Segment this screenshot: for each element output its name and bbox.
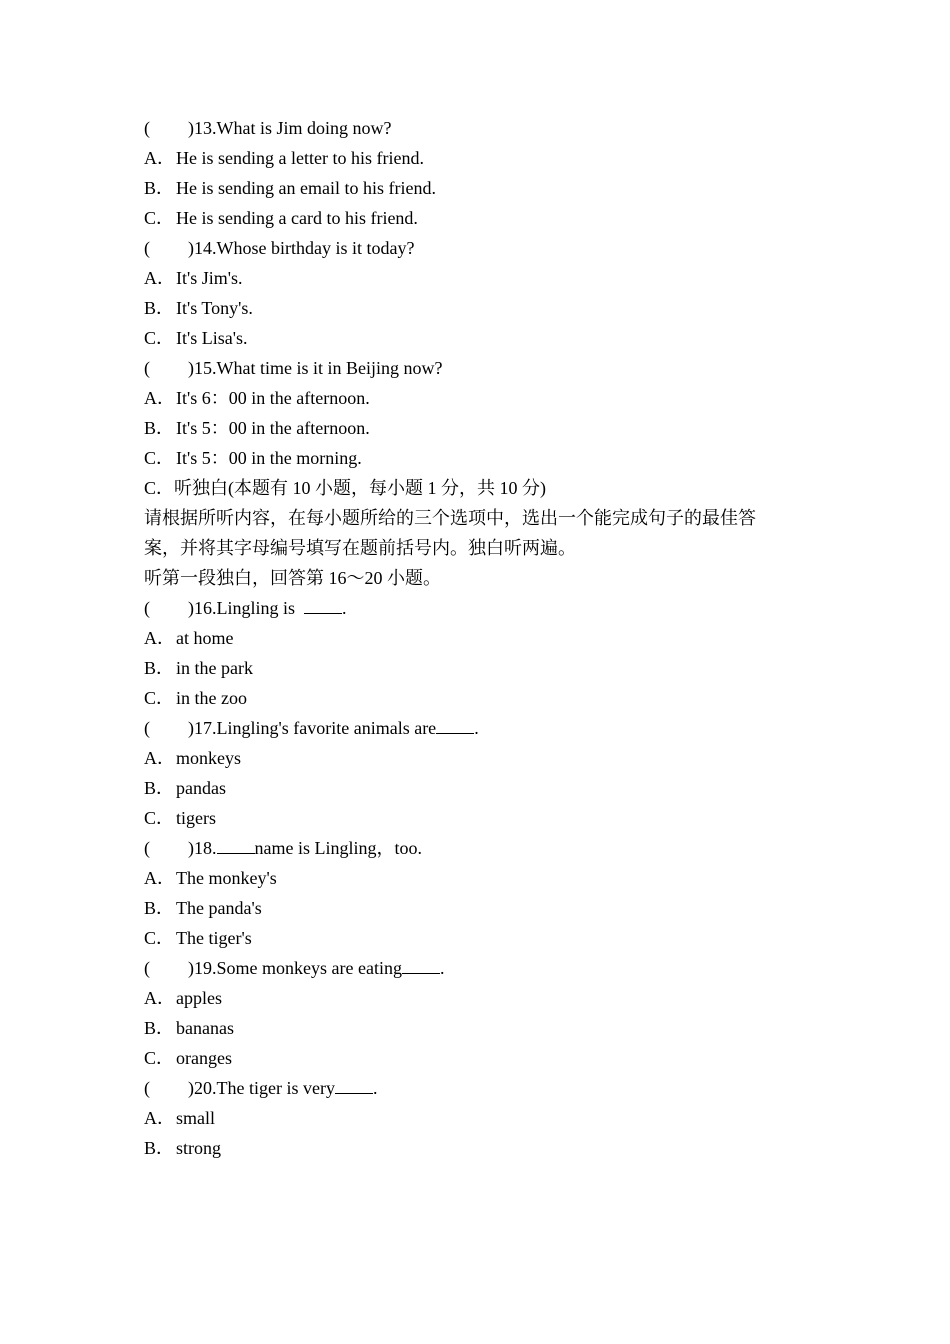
section-c-heading: C．听独白(本题有 10 小题，每小题 1 分，共 10 分) — [144, 478, 546, 498]
answer-blank — [217, 835, 255, 854]
option-letter: A． — [144, 988, 175, 1008]
option-c — [144, 203, 824, 233]
question-stem-before: Lingling's favorite animals are — [216, 718, 437, 738]
option-letter: C． — [144, 328, 175, 348]
option-letter: A． — [144, 148, 175, 168]
option-text: oranges — [176, 1048, 232, 1068]
answer-blank — [402, 955, 440, 974]
option-letter: C． — [144, 928, 175, 948]
option-c — [144, 923, 824, 953]
paren-close: ) — [188, 238, 194, 258]
option-b — [144, 293, 824, 323]
option-a — [144, 1103, 824, 1133]
paren-close: ) — [188, 358, 194, 378]
option-text: It's 5：00 in the afternoon. — [176, 418, 370, 438]
option-letter: C． — [144, 208, 175, 228]
option-a — [144, 863, 824, 893]
paren-close: ) — [188, 1078, 194, 1098]
question-number: 20 — [194, 1078, 212, 1098]
question-stem-before: The tiger is very — [216, 1078, 335, 1098]
question-stem: What time is it in Beijing now? — [216, 358, 443, 378]
option-text: tigers — [176, 808, 216, 828]
question-number: 15 — [194, 358, 212, 378]
option-a — [144, 143, 824, 173]
answer-paren: ( — [144, 718, 150, 738]
option-letter: B． — [144, 298, 175, 318]
option-b — [144, 773, 824, 803]
section-c-instruction-1: 请根据所听内容，在每小题所给的三个选项中，选出一个能完成句子的最佳答 — [144, 508, 756, 528]
option-letter: B． — [144, 1138, 175, 1158]
option-b — [144, 173, 824, 203]
option-letter: B． — [144, 778, 175, 798]
question-stem-after: . — [342, 598, 347, 618]
option-text: He is sending a card to his friend. — [176, 208, 418, 228]
question-15: ( )15.What time is it in Beijing now? — [144, 353, 824, 383]
option-text: strong — [176, 1138, 221, 1158]
option-letter: C． — [144, 1048, 175, 1068]
question-number: 18 — [194, 838, 212, 858]
question-number: 19 — [194, 958, 212, 978]
answer-blank — [304, 595, 342, 614]
option-text: The panda's — [176, 898, 262, 918]
passage-intro: 听第一段独白，回答第 16～20 小题。 — [144, 568, 441, 588]
answer-blank — [436, 715, 474, 734]
answer-paren: ( — [144, 838, 150, 858]
question-number: 13 — [194, 118, 212, 138]
option-c — [144, 443, 824, 473]
option-b — [144, 413, 824, 443]
question-19: ( )19.Some monkeys are eating . — [144, 953, 824, 983]
option-text: at home — [176, 628, 234, 648]
option-letter: A． — [144, 268, 175, 288]
question-number: 17 — [194, 718, 212, 738]
answer-paren: ( — [144, 958, 150, 978]
paren-close: ) — [188, 718, 194, 738]
option-text: It's Tony's. — [176, 298, 253, 318]
option-text: The tiger's — [176, 928, 252, 948]
option-text: It's Lisa's. — [176, 328, 248, 348]
question-stem-after: . — [474, 718, 479, 738]
option-text: pandas — [176, 778, 226, 798]
option-letter: B． — [144, 178, 175, 198]
option-b — [144, 1013, 824, 1043]
option-letter: C． — [144, 688, 175, 708]
option-a — [144, 743, 824, 773]
paren-close: ) — [188, 598, 194, 618]
option-letter: B． — [144, 658, 175, 678]
option-letter: A． — [144, 628, 175, 648]
question-16: ( )16.Lingling is . — [144, 593, 824, 623]
question-stem-after: . — [439, 958, 445, 978]
question-20: ( )20.The tiger is very . — [144, 1073, 824, 1103]
option-letter: C． — [144, 808, 175, 828]
option-c — [144, 803, 824, 833]
option-a — [144, 623, 824, 653]
answer-paren: ( — [144, 598, 150, 618]
question-number: 14 — [194, 238, 212, 258]
option-text: It's Jim's. — [176, 268, 243, 288]
question-18: ( )18. name is Lingling，too. — [144, 833, 824, 863]
option-text: small — [176, 1108, 215, 1128]
option-letter: A． — [144, 388, 175, 408]
answer-paren: ( — [144, 238, 150, 258]
option-letter: B． — [144, 898, 175, 918]
option-a — [144, 263, 824, 293]
paren-close: ) — [188, 958, 194, 978]
question-stem-before: Some monkeys are eating — [216, 958, 402, 978]
option-text: in the park — [176, 658, 253, 678]
option-text: He is sending a letter to his friend. — [176, 148, 424, 168]
exam-page — [144, 113, 824, 1163]
question-stem-before: Lingling is — [216, 598, 300, 618]
answer-blank — [335, 1075, 373, 1094]
option-letter: C． — [144, 448, 175, 468]
option-letter: A． — [144, 1108, 175, 1128]
option-c — [144, 683, 824, 713]
question-number: 16 — [194, 598, 212, 618]
option-b — [144, 1133, 824, 1163]
option-text: It's 6：00 in the afternoon. — [176, 388, 370, 408]
option-text: It's 5：00 in the morning. — [176, 448, 362, 468]
option-c — [144, 323, 824, 353]
option-text: The monkey's — [176, 868, 277, 888]
question-stem: Whose birthday is it today? — [216, 238, 415, 258]
paren-close: ) — [188, 838, 194, 858]
answer-paren: ( — [144, 118, 150, 138]
question-stem-after: name is Lingling，too. — [254, 838, 422, 858]
question-13: ( )13.What is Jim doing now? — [144, 113, 824, 143]
question-stem: What is Jim doing now? — [216, 118, 392, 138]
option-text: monkeys — [176, 748, 241, 768]
option-b — [144, 653, 824, 683]
option-text: He is sending an email to his friend. — [176, 178, 436, 198]
option-letter: A． — [144, 868, 175, 888]
answer-paren: ( — [144, 1078, 150, 1098]
section-c-instruction-2: 案，并将其字母编号填写在题前括号内。独白听两遍。 — [144, 538, 576, 558]
question-17: ( )17.Lingling's favorite animals are . — [144, 713, 824, 743]
question-14: ( )14.Whose birthday is it today? — [144, 233, 824, 263]
option-a — [144, 383, 824, 413]
option-c — [144, 1043, 824, 1073]
option-letter: B． — [144, 418, 175, 438]
answer-paren: ( — [144, 358, 150, 378]
option-text: in the zoo — [176, 688, 247, 708]
option-letter: A． — [144, 748, 175, 768]
paren-close: ) — [188, 118, 194, 138]
option-a — [144, 983, 824, 1013]
option-b — [144, 893, 824, 923]
question-stem-after: . — [372, 1078, 378, 1098]
option-text: bananas — [176, 1018, 234, 1038]
option-text: apples — [176, 988, 222, 1008]
option-letter: B． — [144, 1018, 175, 1038]
